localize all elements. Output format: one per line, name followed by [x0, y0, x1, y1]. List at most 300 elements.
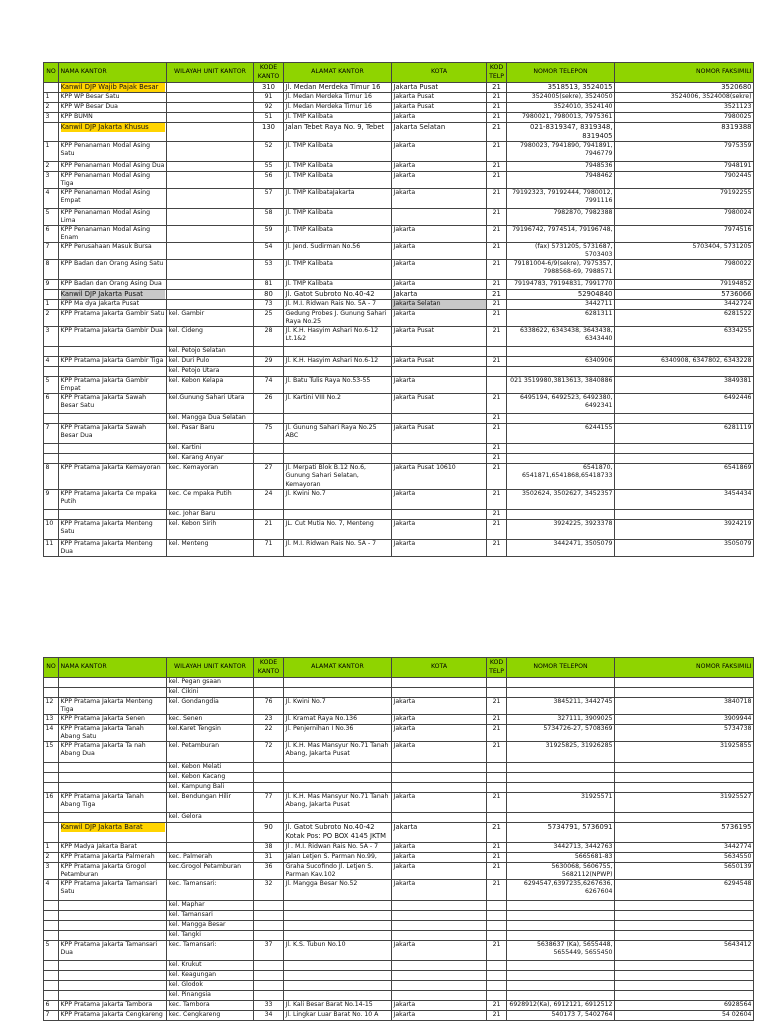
cell-nomor-faks: 31925527	[615, 793, 754, 813]
cell-wilayah	[167, 823, 254, 843]
table-row	[44, 93, 754, 103]
cell-no	[44, 911, 59, 921]
cell-nomor-faks: 6541869	[615, 464, 754, 489]
cell-kode-telp	[487, 901, 507, 911]
cell-nomor-telepon: 5734726-27, 5708369	[507, 725, 615, 742]
cell-alamat: Jl. K.H. Hasyim Ashari No.6-12 Lt.1&2	[284, 327, 392, 347]
cell-no	[44, 813, 59, 823]
cell-wilayah: kel. Kebon Kacang	[167, 773, 254, 783]
cell-nama-kantor: KPP Madya Jakarta Barat	[59, 843, 167, 853]
cell-kode-kantor: 29	[254, 357, 284, 367]
cell-wilayah	[167, 243, 254, 260]
cell-kode-telp	[487, 347, 507, 357]
cell-wilayah: kec. Tambora	[167, 1001, 254, 1011]
table-row	[44, 823, 754, 843]
cell-kode-telp	[487, 981, 507, 991]
cell-no	[44, 823, 59, 843]
cell-kode-telp	[487, 971, 507, 981]
cell-no	[44, 688, 59, 698]
cell-kota	[392, 991, 487, 1001]
cell-nomor-telepon: 79192323, 79192444, 7980012, 7991116	[507, 188, 615, 208]
cell-nomor-faks: 79194852	[615, 280, 754, 290]
cell-wilayah: kel. Kebon Melati	[167, 763, 254, 773]
table-row	[44, 454, 754, 464]
cell-nomor-faks: 3849381	[615, 377, 754, 394]
cell-kode-kantor: 52	[254, 141, 284, 161]
cell-kota	[392, 901, 487, 911]
col-header-alamat: ALAMAT KANTOR	[284, 658, 392, 678]
cell-kode-kantor	[254, 444, 284, 454]
cell-nomor-telepon: 5638637 (Ka), 5655448, 5655449, 5655450	[507, 941, 615, 961]
cell-nama-kantor	[59, 509, 167, 519]
cell-kota: Jakarta	[392, 141, 487, 161]
cell-alamat	[284, 763, 392, 773]
cell-no: 6	[44, 225, 59, 242]
cell-no: 3	[44, 327, 59, 347]
cell-kode-kantor	[254, 688, 284, 698]
cell-kode-kantor: 81	[254, 280, 284, 290]
cell-no: 13	[44, 715, 59, 725]
cell-kode-kantor	[254, 911, 284, 921]
cell-nama-kantor	[59, 688, 167, 698]
table-row	[44, 911, 754, 921]
col-header-faks: NOMOR FAKSIMILI	[615, 658, 754, 678]
cell-kode-kantor: 38	[254, 843, 284, 853]
cell-no: 1	[44, 300, 59, 310]
cell-alamat: Jl. M.I. Ridwan Rais No. 5A - 7	[284, 539, 392, 556]
cell-nomor-faks: 6340908, 6347802, 6343228	[615, 357, 754, 367]
cell-alamat	[284, 688, 392, 698]
cell-no	[44, 901, 59, 911]
cell-nama-kantor: KPP Ma dya Jakarta Pusat	[59, 300, 167, 310]
cell-nomor-telepon	[507, 783, 615, 793]
cell-nomor-faks	[615, 509, 754, 519]
cell-kode-telp: 21	[487, 103, 507, 113]
col-header-kodtelp: KOD TELP	[487, 63, 507, 83]
cell-kota: Jakarta	[392, 489, 487, 509]
cell-kode-telp: 21	[487, 188, 507, 208]
cell-kota: Jakarta Pusat	[392, 83, 487, 93]
cell-wilayah	[167, 83, 254, 93]
table-row	[44, 698, 754, 715]
cell-kota: Jakarta	[392, 742, 487, 763]
cell-kota: Jakarta	[392, 725, 487, 742]
table-row	[44, 367, 754, 377]
cell-alamat	[284, 991, 392, 1001]
cell-alamat: Jl. Lingkar Luar Barat No. 10 A	[284, 1011, 392, 1021]
table-row	[44, 300, 754, 310]
cell-nomor-telepon: 31925825, 31926285	[507, 742, 615, 763]
cell-kode-kantor: 59	[254, 225, 284, 242]
cell-nomor-faks	[615, 454, 754, 464]
cell-wilayah: kel. Mangga Dua Selatan	[167, 414, 254, 424]
cell-wilayah	[167, 290, 254, 300]
cell-kota	[392, 678, 487, 688]
cell-nomor-faks: 5736195	[615, 823, 754, 843]
cell-nomor-telepon: 5665681-83	[507, 853, 615, 863]
cell-nama-kantor: KPP Pratama Jakarta Ta nah Abang Dua	[59, 742, 167, 763]
cell-nama-kantor	[59, 981, 167, 991]
cell-kode-telp: 21	[487, 394, 507, 414]
cell-kode-kantor: 22	[254, 725, 284, 742]
cell-alamat: Jl. K.S. Tubun No.10	[284, 941, 392, 961]
region-office-label: Kanwil DJP Jakarta Pusat	[61, 290, 165, 299]
cell-nama-kantor: KPP Pratama Jakarta Gambir Empat	[59, 377, 167, 394]
cell-kode-kantor: 54	[254, 243, 284, 260]
cell-kode-telp	[487, 921, 507, 931]
cell-kota	[392, 208, 487, 225]
cell-alamat: Jl. TMP Kalibata	[284, 280, 392, 290]
table-row	[44, 347, 754, 357]
cell-wilayah: kec. Tamansari:	[167, 880, 254, 901]
cell-kode-telp	[487, 931, 507, 941]
cell-kode-telp: 21	[487, 853, 507, 863]
cell-kota: Jakarta Pusat	[392, 357, 487, 367]
cell-nomor-faks: 31925855	[615, 742, 754, 763]
cell-alamat	[284, 773, 392, 783]
col-header-alamat: ALAMAT KANTOR	[284, 63, 392, 83]
cell-nama-kantor: KPP Badan dan Orang Asing Dua	[59, 280, 167, 290]
cell-alamat: Jl. Kwini No.7	[284, 698, 392, 715]
cell-nomor-faks: 5643412	[615, 941, 754, 961]
cell-wilayah	[167, 141, 254, 161]
cell-nomor-telepon: 3524005(sekre), 3524050	[507, 93, 615, 103]
cell-alamat: Jl. Gunung Sahari Raya No.25 ABC	[284, 424, 392, 444]
cell-nama-kantor	[59, 123, 167, 142]
cell-alamat: Jl. Kwini No.7	[284, 489, 392, 509]
table-row	[44, 843, 754, 853]
cell-no	[44, 414, 59, 424]
cell-nama-kantor: KPP Pratama Jakarta Menteng Satu	[59, 519, 167, 539]
table-row	[44, 141, 754, 161]
cell-kota: Jakarta	[392, 171, 487, 188]
cell-kode-telp: 21	[487, 742, 507, 763]
cell-nomor-faks: 7980025	[615, 113, 754, 123]
cell-kode-telp: 21	[487, 843, 507, 853]
cell-no: 5	[44, 377, 59, 394]
cell-alamat	[284, 813, 392, 823]
cell-nomor-telepon: 3524010, 3524140	[507, 103, 615, 113]
cell-alamat: Jl. M.I. Ridwan Rais No. 5A - 7	[284, 300, 392, 310]
cell-alamat: Jl. TMP Kalibata	[284, 161, 392, 171]
cell-kode-kantor	[254, 347, 284, 357]
cell-kode-kantor: 90	[254, 823, 284, 843]
cell-nama-kantor: KPP Pratama Jakarta Gambir Tiga	[59, 357, 167, 367]
cell-no: 6	[44, 1001, 59, 1011]
table-row	[44, 188, 754, 208]
table-row	[44, 813, 754, 823]
cell-nama-kantor	[59, 911, 167, 921]
cell-nomor-telepon: 7980021, 7980013, 7975361	[507, 113, 615, 123]
cell-kode-kantor	[254, 763, 284, 773]
table-row	[44, 113, 754, 123]
cell-wilayah: kel. Krukut	[167, 961, 254, 971]
cell-no: 3	[44, 863, 59, 880]
cell-nomor-telepon: 79194783, 79194831, 7991770	[507, 280, 615, 290]
cell-wilayah: kel. Mangga Besar	[167, 921, 254, 931]
table-row	[44, 414, 754, 424]
cell-nama-kantor: KPP Pratama Jakarta Tamansari Satu	[59, 880, 167, 901]
cell-nomor-faks: 54 02604	[615, 1011, 754, 1021]
cell-alamat	[284, 509, 392, 519]
cell-kota: Jakarta	[392, 880, 487, 901]
cell-alamat	[284, 911, 392, 921]
cell-kode-telp	[487, 763, 507, 773]
cell-alamat: Jl. Gatot Subroto No.40-42	[284, 290, 392, 300]
cell-nomor-faks: 5736066	[615, 290, 754, 300]
cell-kota: Jakarta	[392, 539, 487, 556]
cell-nomor-telepon	[507, 971, 615, 981]
cell-kode-telp	[487, 783, 507, 793]
cell-nomor-telepon: 6294547,6397235,6267636, 6267604	[507, 880, 615, 901]
table-header-row	[44, 658, 754, 678]
cell-wilayah: kec. Johar Baru	[167, 509, 254, 519]
cell-kode-kantor: 310	[254, 83, 284, 93]
cell-kode-kantor: 71	[254, 539, 284, 556]
cell-nomor-telepon	[507, 981, 615, 991]
cell-nomor-telepon	[507, 813, 615, 823]
cell-kota	[392, 763, 487, 773]
cell-wilayah: kel. Kartini	[167, 444, 254, 454]
cell-no	[44, 367, 59, 377]
cell-kota: Jakarta	[392, 843, 487, 853]
cell-alamat: Jl. Medan Merdeka Timur 16	[284, 83, 392, 93]
cell-no	[44, 123, 59, 142]
cell-kode-kantor: 73	[254, 300, 284, 310]
cell-kode-kantor: 130	[254, 123, 284, 142]
cell-no: 12	[44, 698, 59, 715]
cell-nama-kantor	[59, 783, 167, 793]
cell-kota: Jakarta Pusat	[392, 103, 487, 113]
cell-kode-telp: 21	[487, 300, 507, 310]
cell-nama-kantor: KPP WP Besar Dua	[59, 103, 167, 113]
cell-kode-kantor: 74	[254, 377, 284, 394]
cell-no: 5	[44, 941, 59, 961]
cell-nama-kantor: KPP BUMN	[59, 113, 167, 123]
cell-kode-kantor	[254, 971, 284, 981]
table-row	[44, 725, 754, 742]
cell-no: 7	[44, 243, 59, 260]
cell-alamat	[284, 921, 392, 931]
cell-nomor-telepon	[507, 367, 615, 377]
cell-nomor-telepon: 7948536	[507, 161, 615, 171]
table-row	[44, 444, 754, 454]
cell-nomor-faks	[615, 763, 754, 773]
col-header-no: NO	[44, 63, 59, 83]
cell-kode-kantor: 92	[254, 103, 284, 113]
cell-kota: Jakarta Pusat	[392, 424, 487, 444]
cell-nomor-telepon	[507, 763, 615, 773]
cell-no	[44, 763, 59, 773]
cell-nomor-faks	[615, 813, 754, 823]
cell-nomor-faks	[615, 921, 754, 931]
cell-nomor-telepon	[507, 678, 615, 688]
cell-kota: Jakarta Selatan	[392, 300, 487, 310]
cell-wilayah: kec.Grogol Petamburan	[167, 863, 254, 880]
cell-alamat	[284, 981, 392, 991]
cell-nomor-telepon: 7980023, 7941890, 7941891, 7946779	[507, 141, 615, 161]
cell-kode-telp: 21	[487, 113, 507, 123]
cell-kode-kantor	[254, 921, 284, 931]
cell-nomor-telepon: 021 3519980,3813613, 3840886	[507, 377, 615, 394]
cell-no	[44, 921, 59, 931]
cell-kode-telp: 21	[487, 444, 507, 454]
cell-no	[44, 773, 59, 783]
cell-kota: Jakarta Pusat	[392, 394, 487, 414]
cell-kode-telp: 21	[487, 280, 507, 290]
cell-nama-kantor	[59, 931, 167, 941]
cell-no	[44, 991, 59, 1001]
cell-kode-telp	[487, 367, 507, 377]
cell-nomor-faks	[615, 367, 754, 377]
cell-kode-telp: 21	[487, 454, 507, 464]
cell-wilayah: kel. Petamburan	[167, 742, 254, 763]
cell-kota: Jakarta	[392, 715, 487, 725]
cell-nomor-faks: 3520680	[615, 83, 754, 93]
cell-nama-kantor: KPP Penanaman Modal Asing Enam	[59, 225, 167, 242]
cell-nomor-telepon	[507, 454, 615, 464]
cell-alamat: Graha Sucofindo Jl. Letjen S. Parman Kav.102	[284, 863, 392, 880]
cell-kode-kantor	[254, 991, 284, 1001]
cell-nama-kantor: KPP Pratama Jakarta Kemayoran	[59, 464, 167, 489]
cell-kota	[392, 509, 487, 519]
cell-no	[44, 290, 59, 300]
cell-nomor-telepon: 79196742, 7974514, 79196748,	[507, 225, 615, 242]
table-row	[44, 290, 754, 300]
cell-kode-kantor: 34	[254, 1011, 284, 1021]
cell-kode-telp: 21	[487, 93, 507, 103]
cell-no	[44, 783, 59, 793]
cell-kota: Jakarta Pusat	[392, 327, 487, 347]
cell-alamat: Jl. Batu Tulis Raya No.53-55	[284, 377, 392, 394]
table-row	[44, 519, 754, 539]
table-row	[44, 991, 754, 1001]
cell-kota	[392, 454, 487, 464]
cell-nomor-faks: 6334255	[615, 327, 754, 347]
cell-no: 8	[44, 260, 59, 280]
table-row	[44, 103, 754, 113]
cell-nama-kantor: KPP WP Besar Satu	[59, 93, 167, 103]
cell-alamat: Jl. K.H. Hasyim Ashari No.6-12	[284, 357, 392, 367]
table-row	[44, 357, 754, 367]
cell-nomor-telepon	[507, 921, 615, 931]
col-header-wilayah: WILAYAH UNIT KANTOR	[167, 63, 254, 83]
cell-no: 14	[44, 725, 59, 742]
cell-no	[44, 981, 59, 991]
cell-nama-kantor	[59, 83, 167, 93]
cell-nomor-telepon: 3924225, 3923378	[507, 519, 615, 539]
cell-alamat: Jl. TMP Kalibata	[284, 141, 392, 161]
cell-nomor-telepon: 52904840	[507, 290, 615, 300]
table-row	[44, 981, 754, 991]
cell-kota: Jakarta Selatan	[392, 123, 487, 142]
cell-kota	[392, 773, 487, 783]
table-row	[44, 394, 754, 414]
cell-nomor-faks: 3505079	[615, 539, 754, 556]
cell-nomor-faks: 79192255	[615, 188, 754, 208]
cell-no: 1	[44, 93, 59, 103]
cell-alamat	[284, 783, 392, 793]
cell-nomor-telepon: 6244155	[507, 424, 615, 444]
cell-wilayah	[167, 208, 254, 225]
cell-kode-kantor: 37	[254, 941, 284, 961]
cell-nama-kantor: KPP Pratama Jakarta Menteng Tiga	[59, 698, 167, 715]
cell-nomor-faks: 7974516	[615, 225, 754, 242]
cell-no	[44, 454, 59, 464]
cell-no: 1	[44, 141, 59, 161]
cell-kode-telp	[487, 678, 507, 688]
cell-kode-telp: 21	[487, 290, 507, 300]
cell-kota: Jakarta	[392, 853, 487, 863]
cell-kode-kantor: 53	[254, 260, 284, 280]
cell-kode-telp: 21	[487, 171, 507, 188]
col-header-kota: KOTA	[392, 63, 487, 83]
cell-kode-kantor	[254, 509, 284, 519]
cell-nomor-telepon: 79181004-6/9(sekre), 7975357, 7988568-69, 7988571	[507, 260, 615, 280]
cell-nama-kantor: KPP Pratama Jakarta Sawah Besar Satu	[59, 394, 167, 414]
col-header-telepon: NOMOR TELEPON	[507, 658, 615, 678]
cell-nomor-faks: 6928564	[615, 1001, 754, 1011]
cell-kota: Jakarta	[392, 793, 487, 813]
cell-wilayah: kel. Maphar	[167, 901, 254, 911]
cell-alamat: Jalan Tebet Raya No. 9, Tebet	[284, 123, 392, 142]
cell-nama-kantor: KPP Penanaman Modal Asing Tiga	[59, 171, 167, 188]
table-row	[44, 539, 754, 556]
table-row	[44, 880, 754, 901]
cell-wilayah: kel. Kampung Bali	[167, 783, 254, 793]
cell-no	[44, 83, 59, 93]
cell-kode-telp: 21	[487, 123, 507, 142]
cell-kode-kantor	[254, 813, 284, 823]
cell-alamat	[284, 347, 392, 357]
cell-wilayah	[167, 225, 254, 242]
cell-wilayah: kel. Gondangdia	[167, 698, 254, 715]
table-row	[44, 464, 754, 489]
cell-alamat: Jl. Kramat Raya No.136	[284, 715, 392, 725]
table-row	[44, 901, 754, 911]
cell-alamat: Jl. Jend. Sudirman No.56	[284, 243, 392, 260]
cell-kode-kantor: 33	[254, 1001, 284, 1011]
cell-kode-kantor	[254, 931, 284, 941]
cell-no: 15	[44, 742, 59, 763]
table-row	[44, 171, 754, 188]
cell-kota	[392, 414, 487, 424]
cell-kode-kantor	[254, 773, 284, 783]
table-row	[44, 931, 754, 941]
cell-nomor-telepon	[507, 901, 615, 911]
cell-nomor-faks	[615, 414, 754, 424]
cell-kode-telp	[487, 991, 507, 1001]
cell-nama-kantor: KPP Pratama Jakarta Gambir Satu	[59, 310, 167, 327]
cell-no	[44, 931, 59, 941]
table-row	[44, 742, 754, 763]
cell-kode-kantor: 27	[254, 464, 284, 489]
cell-nomor-telepon: 3442713, 3442763	[507, 843, 615, 853]
cell-alamat: Gedung Probes J. Gunung Sahari Raya No.25	[284, 310, 392, 327]
office-table-page-2	[43, 657, 754, 1021]
table-row	[44, 424, 754, 444]
cell-nomor-telepon: 6928912(Ka), 6912121, 6912512	[507, 1001, 615, 1011]
table-row	[44, 921, 754, 931]
cell-wilayah	[167, 188, 254, 208]
cell-no: 8	[44, 464, 59, 489]
cell-nomor-faks	[615, 347, 754, 357]
cell-nomor-telepon: 5734791, 5736091	[507, 823, 615, 843]
table-row	[44, 763, 754, 773]
cell-no: 4	[44, 357, 59, 367]
cell-alamat: Jl. Kali Besar Barat No.14-15	[284, 1001, 392, 1011]
cell-nomor-telepon	[507, 509, 615, 519]
